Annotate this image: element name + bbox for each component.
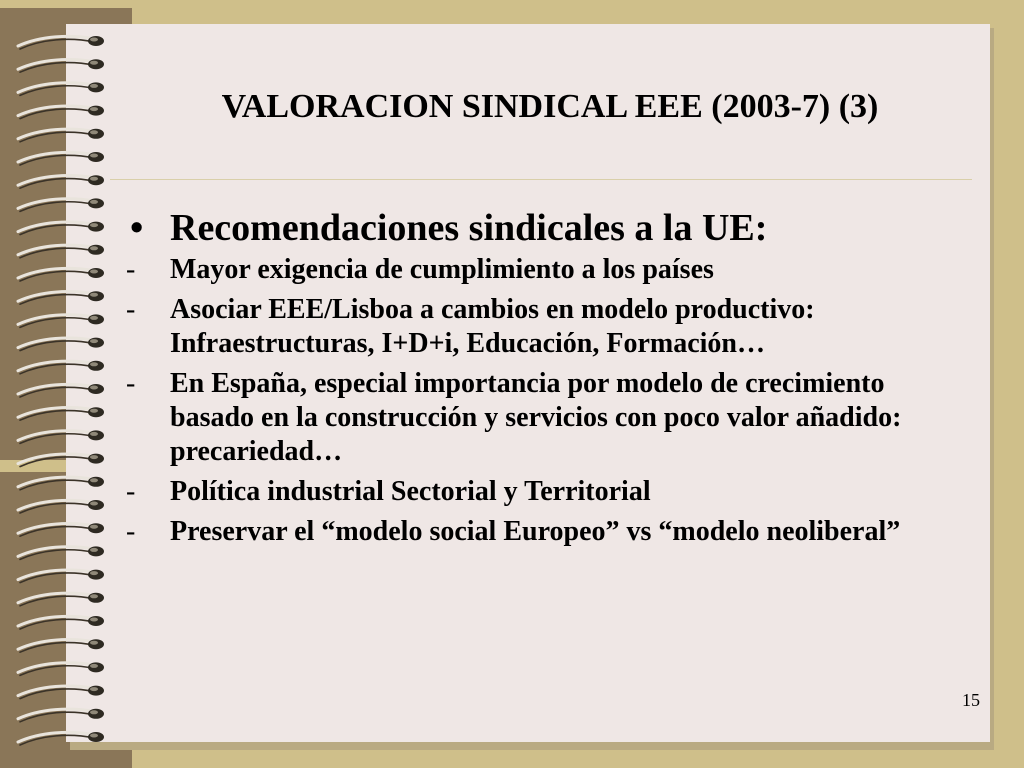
spiral-ring (18, 454, 104, 467)
slide-content (124, 205, 974, 555)
main-bullet (124, 205, 974, 251)
spiral-ring (18, 709, 104, 722)
spiral-ring (18, 152, 104, 165)
spiral-binding-icon (0, 0, 132, 768)
spiral-ring (18, 686, 104, 699)
spiral-ring (18, 593, 104, 606)
spiral-ring (18, 500, 104, 513)
spiral-ring (18, 82, 104, 95)
spiral-ring (18, 245, 104, 258)
spiral-ring (18, 662, 104, 675)
list-item-text: Política industrial Sectorial y Territorial (170, 476, 651, 507)
list-item-text: En España, especial importancia por modelo de crecimiento basado en la construcción y servicios con poco valor añadido: precariedad… (170, 368, 902, 467)
spiral-ring (18, 198, 104, 211)
spiral-ring (18, 338, 104, 351)
list-item-text: Preservar el “modelo social Europeo” vs “modelo neoliberal” (170, 516, 901, 547)
spiral-ring (18, 106, 104, 119)
spiral-ring (18, 222, 104, 235)
spiral-ring (18, 732, 104, 745)
spiral-ring (18, 361, 104, 374)
list-item (124, 475, 974, 509)
spiral-ring (18, 59, 104, 72)
list-item (124, 253, 974, 287)
spiral-ring (18, 175, 104, 188)
dash-marker: - (126, 516, 136, 547)
list-item (124, 515, 974, 549)
page-number: 15 (962, 690, 980, 710)
slide-title: VALORACION SINDICAL EEE (2003-7) (3) (221, 88, 879, 125)
dash-marker: - (126, 368, 136, 399)
spiral-ring (18, 570, 104, 583)
dash-marker: - (126, 476, 136, 507)
spiral-ring (18, 268, 104, 281)
list-item-text: Asociar EEE/Lisboa a cambios en modelo productivo: Infraestructuras, I+D+i, Educación, Formación… (170, 294, 815, 359)
bullet-marker: • (130, 207, 144, 249)
recommendations-list (124, 253, 974, 549)
spiral-ring (18, 36, 104, 49)
dash-marker: - (126, 294, 136, 325)
spiral-ring (18, 546, 104, 559)
main-bullet-text: Recomendaciones sindicales a la UE: (170, 207, 768, 249)
spiral-ring (18, 291, 104, 304)
spiral-ring (18, 639, 104, 652)
list-item (124, 367, 974, 469)
spiral-ring (18, 407, 104, 420)
spiral-ring (18, 477, 104, 490)
dash-marker: - (126, 254, 136, 285)
list-item (124, 293, 974, 361)
spiral-ring (18, 430, 104, 443)
spiral-ring (18, 314, 104, 327)
spiral-ring (18, 616, 104, 629)
spiral-ring (18, 384, 104, 397)
title-divider (110, 179, 972, 180)
spiral-ring (18, 129, 104, 142)
list-item-text: Mayor exigencia de cumplimiento a los países (170, 254, 714, 285)
spiral-ring (18, 523, 104, 536)
